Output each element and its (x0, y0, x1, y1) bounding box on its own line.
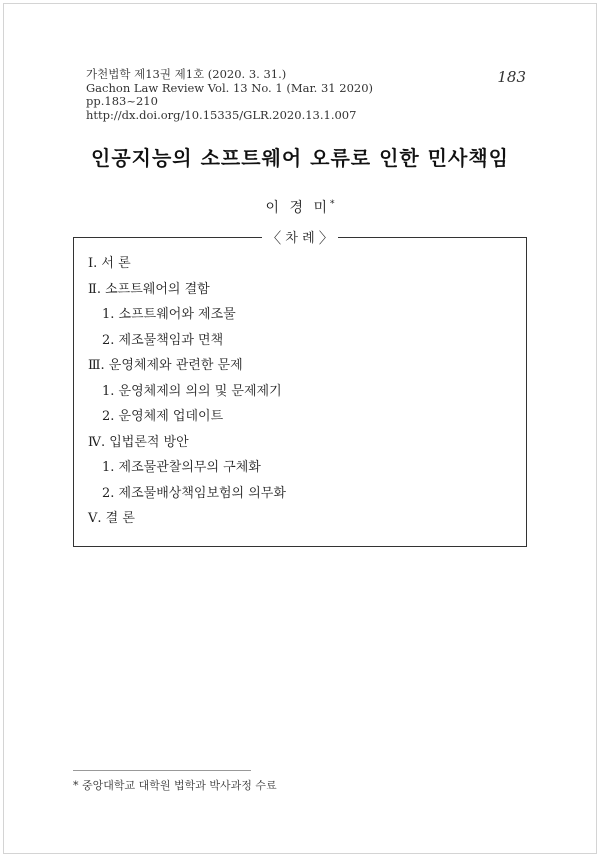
page-number: 183 (497, 68, 526, 86)
toc-item: 2. 운영체제 업데이트 (102, 409, 224, 424)
toc-item: 1. 소프트웨어와 제조물 (102, 307, 236, 322)
toc-heading (74, 227, 526, 249)
toc-bracket-right: 〉 (318, 229, 334, 247)
author-line (0, 197, 600, 217)
toc-item: 1. 제조물관찰의무의 구체화 (102, 460, 261, 475)
toc-item: 2. 제조물책임과 면책 (102, 332, 224, 348)
toc-item: Ⅱ. 소프트웨어의 결함 (88, 281, 210, 297)
toc-item: 1. 운영체제의 의의 및 문제제기 (102, 383, 282, 399)
footnote-divider (73, 770, 251, 771)
journal-issue-english: Gachon Law Review Vol. 13 No. 1 (Mar. 31 2020) (86, 80, 374, 95)
journal-issue-korean: 가천법학 제13권 제1호 (2020. 3. 31.) (86, 67, 287, 81)
author-name: 이 경 미 (265, 200, 330, 216)
table-of-contents (73, 229, 527, 547)
doi-link[interactable]: http://dx.doi.org/10.15335/GLR.2020.13.1.007 (86, 107, 357, 122)
toc-list (88, 256, 516, 537)
toc-item: 2. 제조물배상책임보험의 의무화 (102, 485, 286, 501)
paper-title: 인공지능의 소프트웨어 오류로 인한 민사책임 (91, 146, 509, 170)
toc-bracket-left: 〈 (266, 229, 282, 247)
toc-heading-label: 차 례 (285, 231, 315, 246)
page-range: pp.183~210 (86, 94, 158, 108)
author-footnote: * 중앙대학교 대학원 법학과 박사과정 수료 (73, 779, 277, 792)
toc-item: Ⅳ. 입법론적 방안 (88, 434, 189, 450)
toc-item: Ⅴ. 결 론 (88, 511, 135, 526)
toc-item: Ⅲ. 운영체제와 관련한 문제 (88, 358, 243, 373)
journal-meta (86, 68, 373, 122)
toc-item: Ⅰ. 서 론 (88, 256, 131, 271)
author-footnote-marker: * (329, 199, 335, 210)
